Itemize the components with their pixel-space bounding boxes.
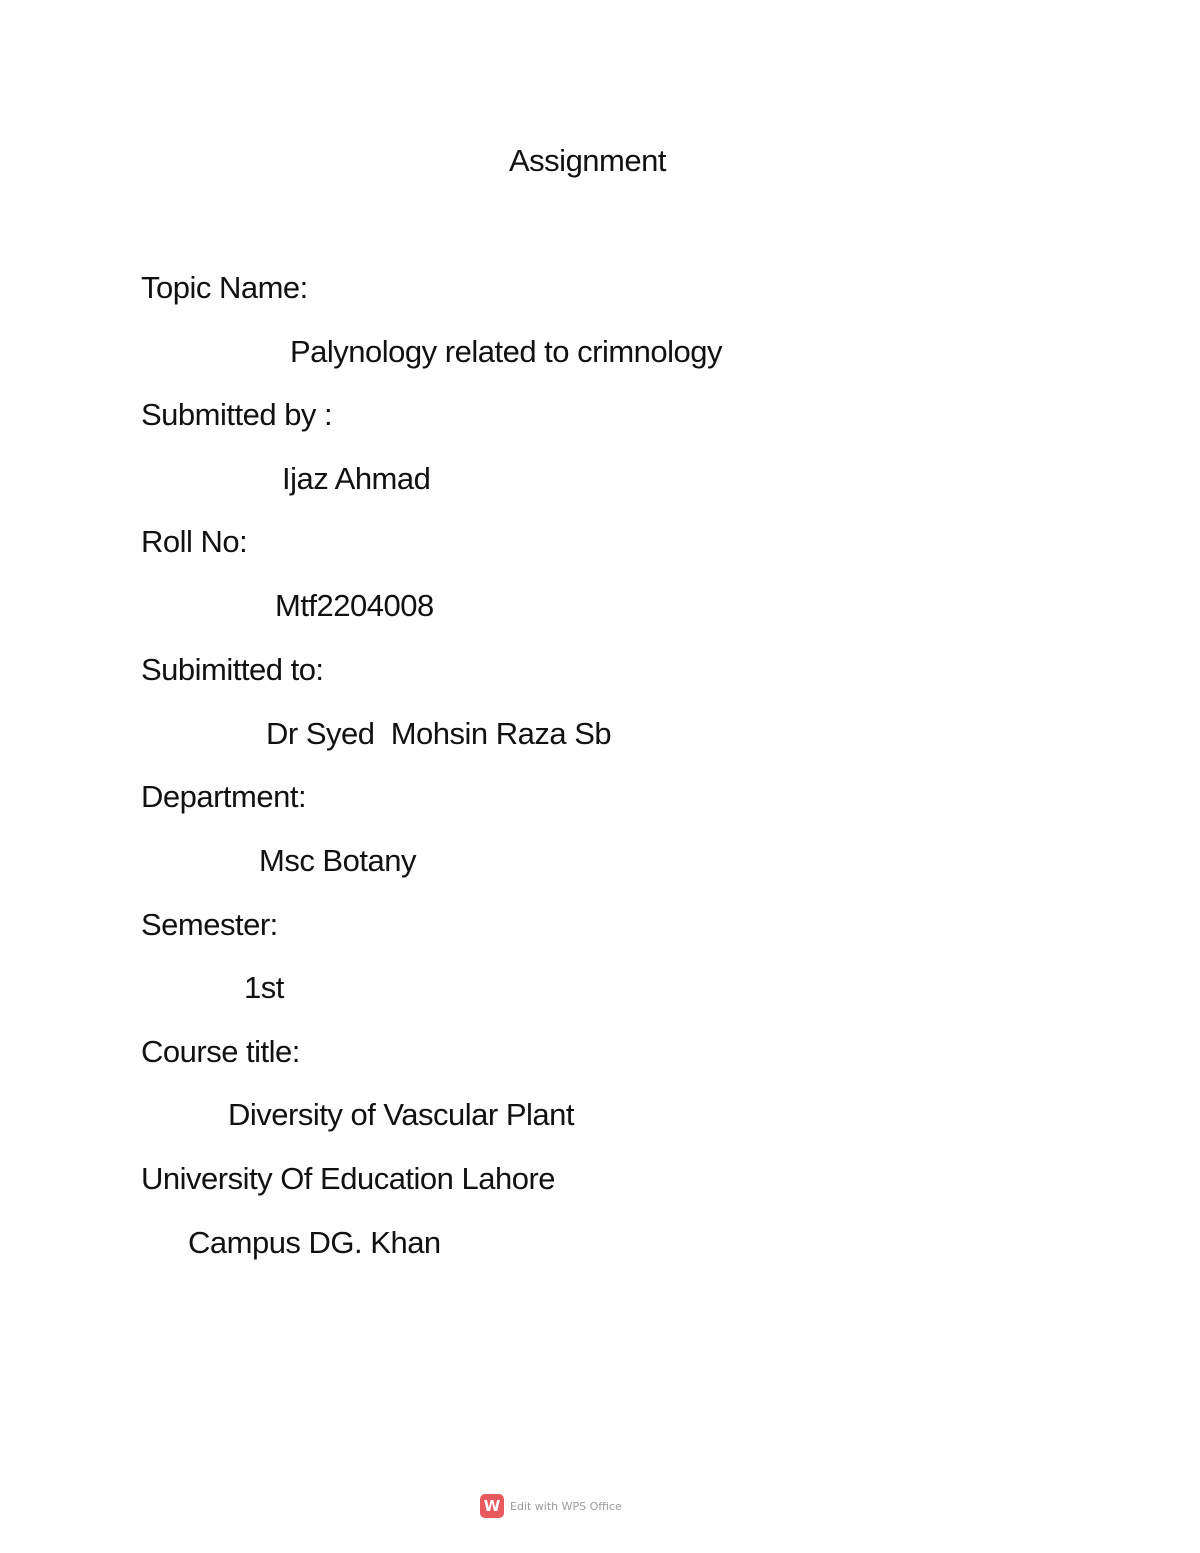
watermark-text: Edit with WPS Office — [510, 1499, 622, 1513]
topic-name-label: Topic Name: — [141, 270, 308, 305]
institution-campus: Campus DG. Khan — [188, 1225, 441, 1260]
wps-office-watermark[interactable] — [480, 1492, 622, 1520]
department-value: Msc Botany — [259, 843, 416, 878]
topic-name-value: Palynology related to crimnology — [290, 334, 723, 369]
submitted-by-value: Ijaz Ahmad — [282, 461, 431, 496]
semester-label: Semester: — [141, 907, 278, 942]
course-title-label: Course title: — [141, 1034, 300, 1069]
institution-name: University Of Education Lahore — [141, 1161, 556, 1196]
semester-value: 1st — [244, 970, 284, 1005]
roll-no-label: Roll No: — [141, 524, 248, 559]
submitted-by-label: Submitted by : — [141, 397, 333, 432]
submitted-to-label: Subimitted to: — [141, 652, 324, 687]
wps-office-logo-icon: W — [480, 1494, 504, 1518]
department-label: Department: — [141, 779, 307, 814]
submitted-to-value: Dr Syed Mohsin Raza Sb — [266, 716, 612, 751]
document-title: Assignment — [509, 143, 666, 178]
roll-no-value: Mtf2204008 — [275, 588, 434, 623]
course-title-value: Diversity of Vascular Plant — [228, 1097, 574, 1132]
